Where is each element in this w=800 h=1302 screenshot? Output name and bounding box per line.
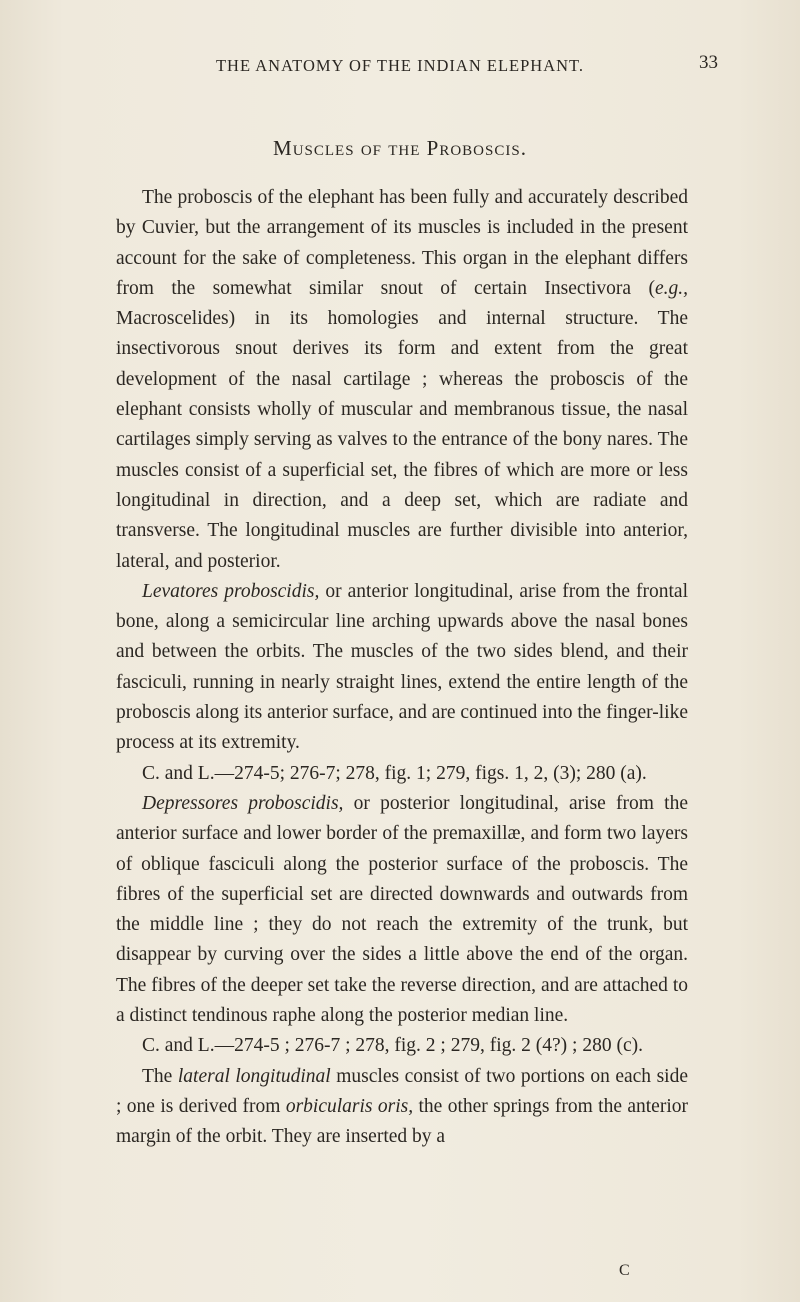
term-levatores: Levatores proboscidis, xyxy=(142,580,320,602)
reference-depressores: C. and L.—274-5 ; 276-7 ; 278, fig. 2 ; 279, fig. 2 (4?) ; 280 (c). xyxy=(142,1035,643,1057)
paragraph-depressores xyxy=(116,789,688,1031)
eg-abbreviation: e.g., xyxy=(654,277,688,299)
body-text xyxy=(116,183,688,1153)
section-heading: Muscles of the Proboscis. xyxy=(273,136,527,160)
paragraph-lateral xyxy=(116,1062,688,1153)
paragraph-lateral-start: The xyxy=(142,1065,178,1087)
paragraph-lateral-rest: the other springs from the anterior margin of the orbit. They are inserted by a xyxy=(116,1095,688,1148)
paragraph-intro xyxy=(116,183,688,577)
paragraph-levatores xyxy=(116,577,688,759)
term-depressores: Depressores proboscidis, xyxy=(142,792,344,814)
paragraph-depressores-text: or posterior longitudinal, arise from the anterior surface and lower border of the premaxillæ, and form two layers of oblique fasciculi along the posterior surface of the proboscis. The fibres of the superficial set are directed downwards and outwards from the middle line ; they do not reach the extremity of the trunk, but disappear by curving over the sides a little above the end of the organ. The fibres of the deeper set take the reverse direction, and are attached to a distinct tendinous raphe along the posterior median line. xyxy=(116,792,689,1027)
running-title: THE ANATOMY OF THE INDIAN ELEPHANT. xyxy=(215,56,585,75)
signature-mark: C xyxy=(619,1262,630,1279)
term-lateral-longitudinal: lateral longitudinal xyxy=(177,1065,331,1087)
running-head xyxy=(0,52,800,82)
reference-levatores: C. and L.—274-5; 276-7; 278, fig. 1; 279, figs. 1, 2, (3); 280 (a). xyxy=(142,762,647,784)
term-orbicularis: orbicularis oris, xyxy=(285,1095,414,1117)
paragraph-lateral-mid: muscles consist of two portions on each side ; one is derived from xyxy=(116,1065,689,1117)
paragraph-intro-rest: Macroscelides) in its homologies and internal structure. The insectivorous snout derives its form and extent from the great development of the nasal cartilage ; whereas the proboscis of the elephant consists wholly of muscular and membranous tissue, the nasal cartilages simply serving as valves to the entrance of the bony nares. The muscles consist of a superficial set, the fibres of which are more or less longitudinal in direction, and a deep set, which are radiate and transverse. The longitudinal muscles are further divisible into anterior, lateral, and posterior. xyxy=(116,308,688,572)
paragraph-intro-text: The proboscis of the elephant has been fully and accurately described by Cuvier, but the arrangement of its muscles is included in the present account for the sake of completeness. This organ in the elephant differs from the somewhat similar snout of certain Insectivora ( xyxy=(116,187,688,299)
page-number: 33 xyxy=(699,52,718,73)
paragraph-levatores-text: or anterior longitudinal, arise from the frontal bone, along a semicircular line arching upwards above the nasal bones and between the orbits. The muscles of the two sides blend, and their fasciculi, running in nearly straight lines, extend the entire length of the proboscis along its anterior surface, and are continued into the finger-like process at its extremity. xyxy=(116,580,688,754)
